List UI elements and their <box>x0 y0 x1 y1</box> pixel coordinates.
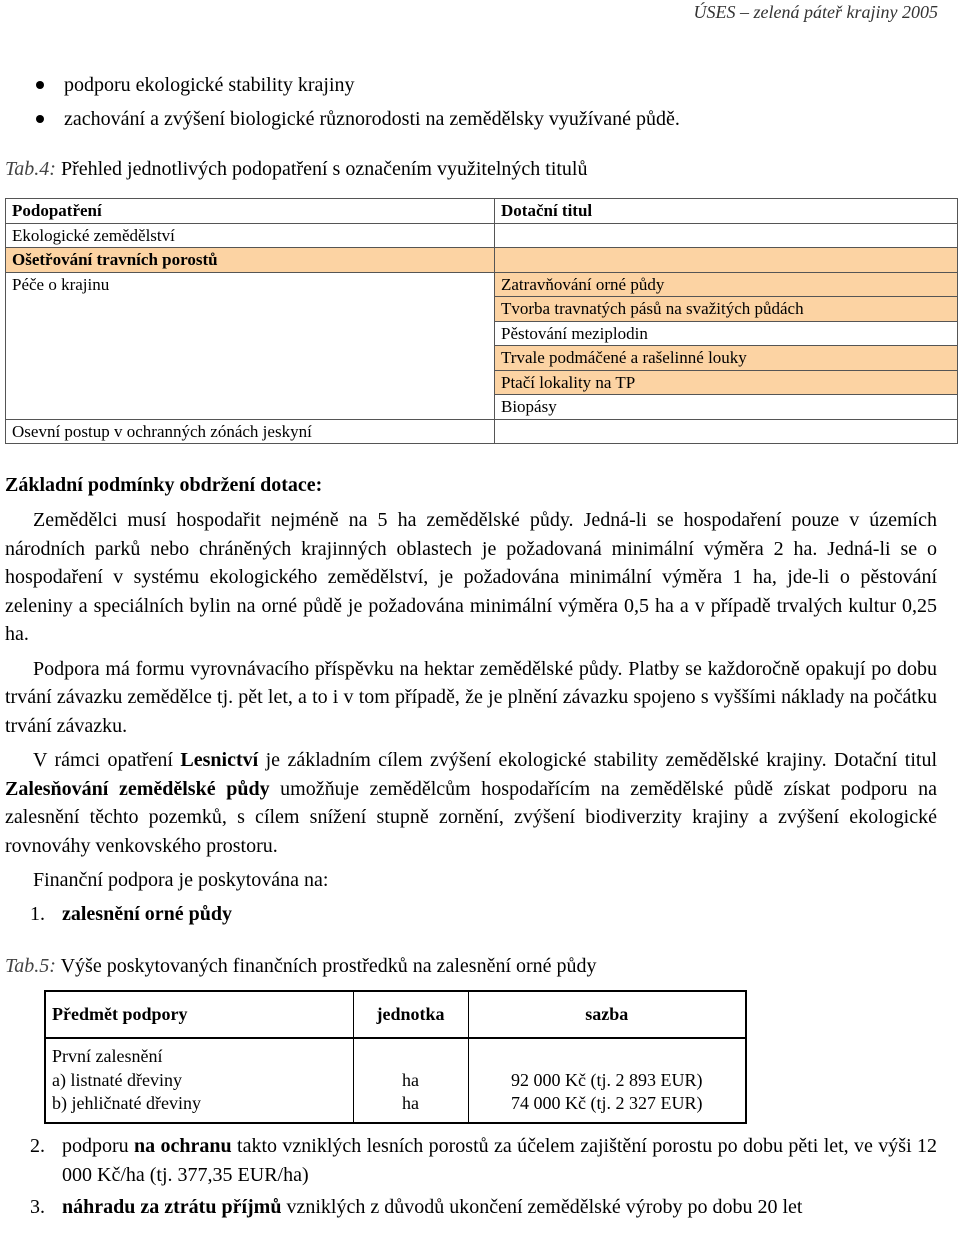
text-run-bold: na ochranu <box>134 1135 232 1157</box>
text-run: takto vzniklých lesních porostů za účelem zajištění porostu po dobu pěti let, ve výši 12 000 Kč/ha (tj. 377,35 EUR/ha) <box>62 1135 938 1186</box>
table4-caption <box>5 158 588 181</box>
group-label: První zalesnění <box>52 1046 163 1066</box>
table-cell: Pěstování meziplodin <box>495 321 958 346</box>
text-run-bold: Zalesňování zemědělské půdy <box>5 777 270 800</box>
paragraph: Zemědělci musí hospodařit nejméně na 5 ha zemědělské půdy. Jedná-li se hospodaření pouze v územích národních parků nebo chráněných krajinných oblastech je požadovaná minimální výměra 2 ha. Jedná-li se o hospodaření v systému ekologického zemědělství, je požadována minimální výměra 1 ha, jde-li o pěstování zeleniny a speciálních bylin na orné půdě je požadována minimální výměra 0,5 ha a v případě trvalých kultur 0,25 ha. <box>5 509 937 645</box>
table-row <box>6 248 958 273</box>
table-header-cell: Předmět podpory <box>45 991 353 1038</box>
table-cell: Trvale podmáčené a rašelinné louky <box>495 346 958 371</box>
text-run: umožňuje zemědělcům hospodařícím na zemědělské půdě získat podporu na zalesnění těchto pozemků, s cílem snížení stupně zornění, zvýšení biodiverzity krajiny a zvýšení ekologické rovnováhy venkovského prostoru. <box>5 777 938 857</box>
list-item <box>30 68 680 102</box>
table-cell <box>6 370 495 395</box>
table-row <box>45 1038 746 1123</box>
table-cell <box>495 223 958 248</box>
row-unit: ha <box>402 1069 419 1090</box>
table5 <box>44 990 747 1124</box>
table-cell: Ptačí lokality na TP <box>495 370 958 395</box>
table5-caption-text: Výše poskytovaných finančních prostředků na zalesnění orné půdy <box>55 955 597 977</box>
item-text <box>62 1193 937 1222</box>
table-row <box>6 419 958 444</box>
table-row <box>6 395 958 420</box>
row-item: a) listnaté dřeviny <box>52 1069 182 1090</box>
text-run-bold: náhradu za ztrátu příjmů <box>62 1196 282 1218</box>
paragraph: Podpora má formu vyrovnávacího příspěvku na hektar zemědělské půdy. Platby se každoročně opakují po dobu trvání závazku zemědělce tj. pět let, a to i v tom případě, že je plnění závazku spojeno s vyššími náklady na počátku trvání závazku. <box>5 657 937 737</box>
item-text: zalesnění orné půdy <box>62 903 233 925</box>
text-run-bold: Lesnictví <box>180 749 259 771</box>
table-cell <box>6 346 495 371</box>
table-cell <box>45 1038 353 1123</box>
numbered-item-1 <box>30 900 937 929</box>
numbered-item-2 <box>30 1132 937 1189</box>
table-header-row <box>6 199 958 224</box>
table4-caption-text: Přehled jednotlivých podopatření s označením využitelných titulů <box>55 158 588 180</box>
running-header: ÚSES – zelená páteř krajiny 2005 <box>693 2 938 22</box>
table-row <box>6 370 958 395</box>
table-cell: Ekologické zemědělství <box>6 223 495 248</box>
row-item: b) jehličnaté dřeviny <box>52 1093 201 1113</box>
text-run: V rámci opatření <box>33 749 181 771</box>
table-row <box>6 297 958 322</box>
table5-caption-prefix: Tab.5: <box>5 955 56 977</box>
conditions-title: Základní podmínky obdržení dotace: <box>5 474 323 496</box>
numbered-item-3 <box>30 1193 937 1222</box>
item-text <box>62 1132 937 1189</box>
row-rate: 92 000 Kč (tj. 2 893 EUR) <box>511 1069 703 1090</box>
table-cell: Osevní postup v ochranných zónách jeskyní <box>6 419 495 444</box>
item-number: 3. <box>30 1196 45 1218</box>
paragraph: Finanční podpora je poskytována na: <box>33 869 329 891</box>
table-row <box>6 346 958 371</box>
table-row <box>6 272 958 297</box>
table-row <box>6 223 958 248</box>
table-cell: Biopásy <box>495 395 958 420</box>
table-cell: Péče o krajinu <box>6 272 495 297</box>
text-run: je základním cílem zvýšení ekologické stability zemědělské krajiny. Dotační titul <box>258 749 938 771</box>
item-number: 2. <box>30 1135 45 1157</box>
table-cell: Ošetřování travních porostů <box>6 248 495 273</box>
table-cell <box>6 297 495 322</box>
list-item <box>30 102 680 136</box>
conditions-body <box>5 506 937 895</box>
table5-caption <box>5 955 597 978</box>
bullet-text: podporu ekologické stability krajiny <box>64 74 355 96</box>
text-run: vzniklých z důvodů ukončení zemědělské výroby po dobu 20 let <box>281 1196 803 1218</box>
table-cell <box>6 395 495 420</box>
table-header-row <box>45 991 746 1038</box>
table-cell <box>495 419 958 444</box>
table-header-cell: jednotka <box>353 991 468 1038</box>
table4-caption-prefix: Tab.4: <box>5 158 56 180</box>
bullet-text: zachování a zvýšení biologické různorodosti na zemědělsky využívané půdě. <box>64 108 680 130</box>
table4 <box>5 198 958 444</box>
row-unit: ha <box>402 1093 419 1113</box>
bullet-icon <box>36 81 44 89</box>
table-cell <box>468 1038 746 1123</box>
table-header-cell: Podopatření <box>6 199 495 224</box>
table-cell <box>495 248 958 273</box>
table-cell: Zatravňování orné půdy <box>495 272 958 297</box>
table-header-cell: Dotační titul <box>495 199 958 224</box>
bullet-icon <box>36 115 44 123</box>
row-rate: 74 000 Kč (tj. 2 327 EUR) <box>511 1093 703 1113</box>
paragraph <box>5 746 937 860</box>
table-cell <box>353 1038 468 1123</box>
table-header-cell: sazba <box>468 991 746 1038</box>
bullet-list <box>30 68 680 136</box>
text-run: podporu <box>62 1135 135 1157</box>
table-row <box>6 321 958 346</box>
table-cell: Tvorba travnatých pásů na svažitých půdách <box>495 297 958 322</box>
item-number: 1. <box>30 903 45 925</box>
table-cell <box>6 321 495 346</box>
